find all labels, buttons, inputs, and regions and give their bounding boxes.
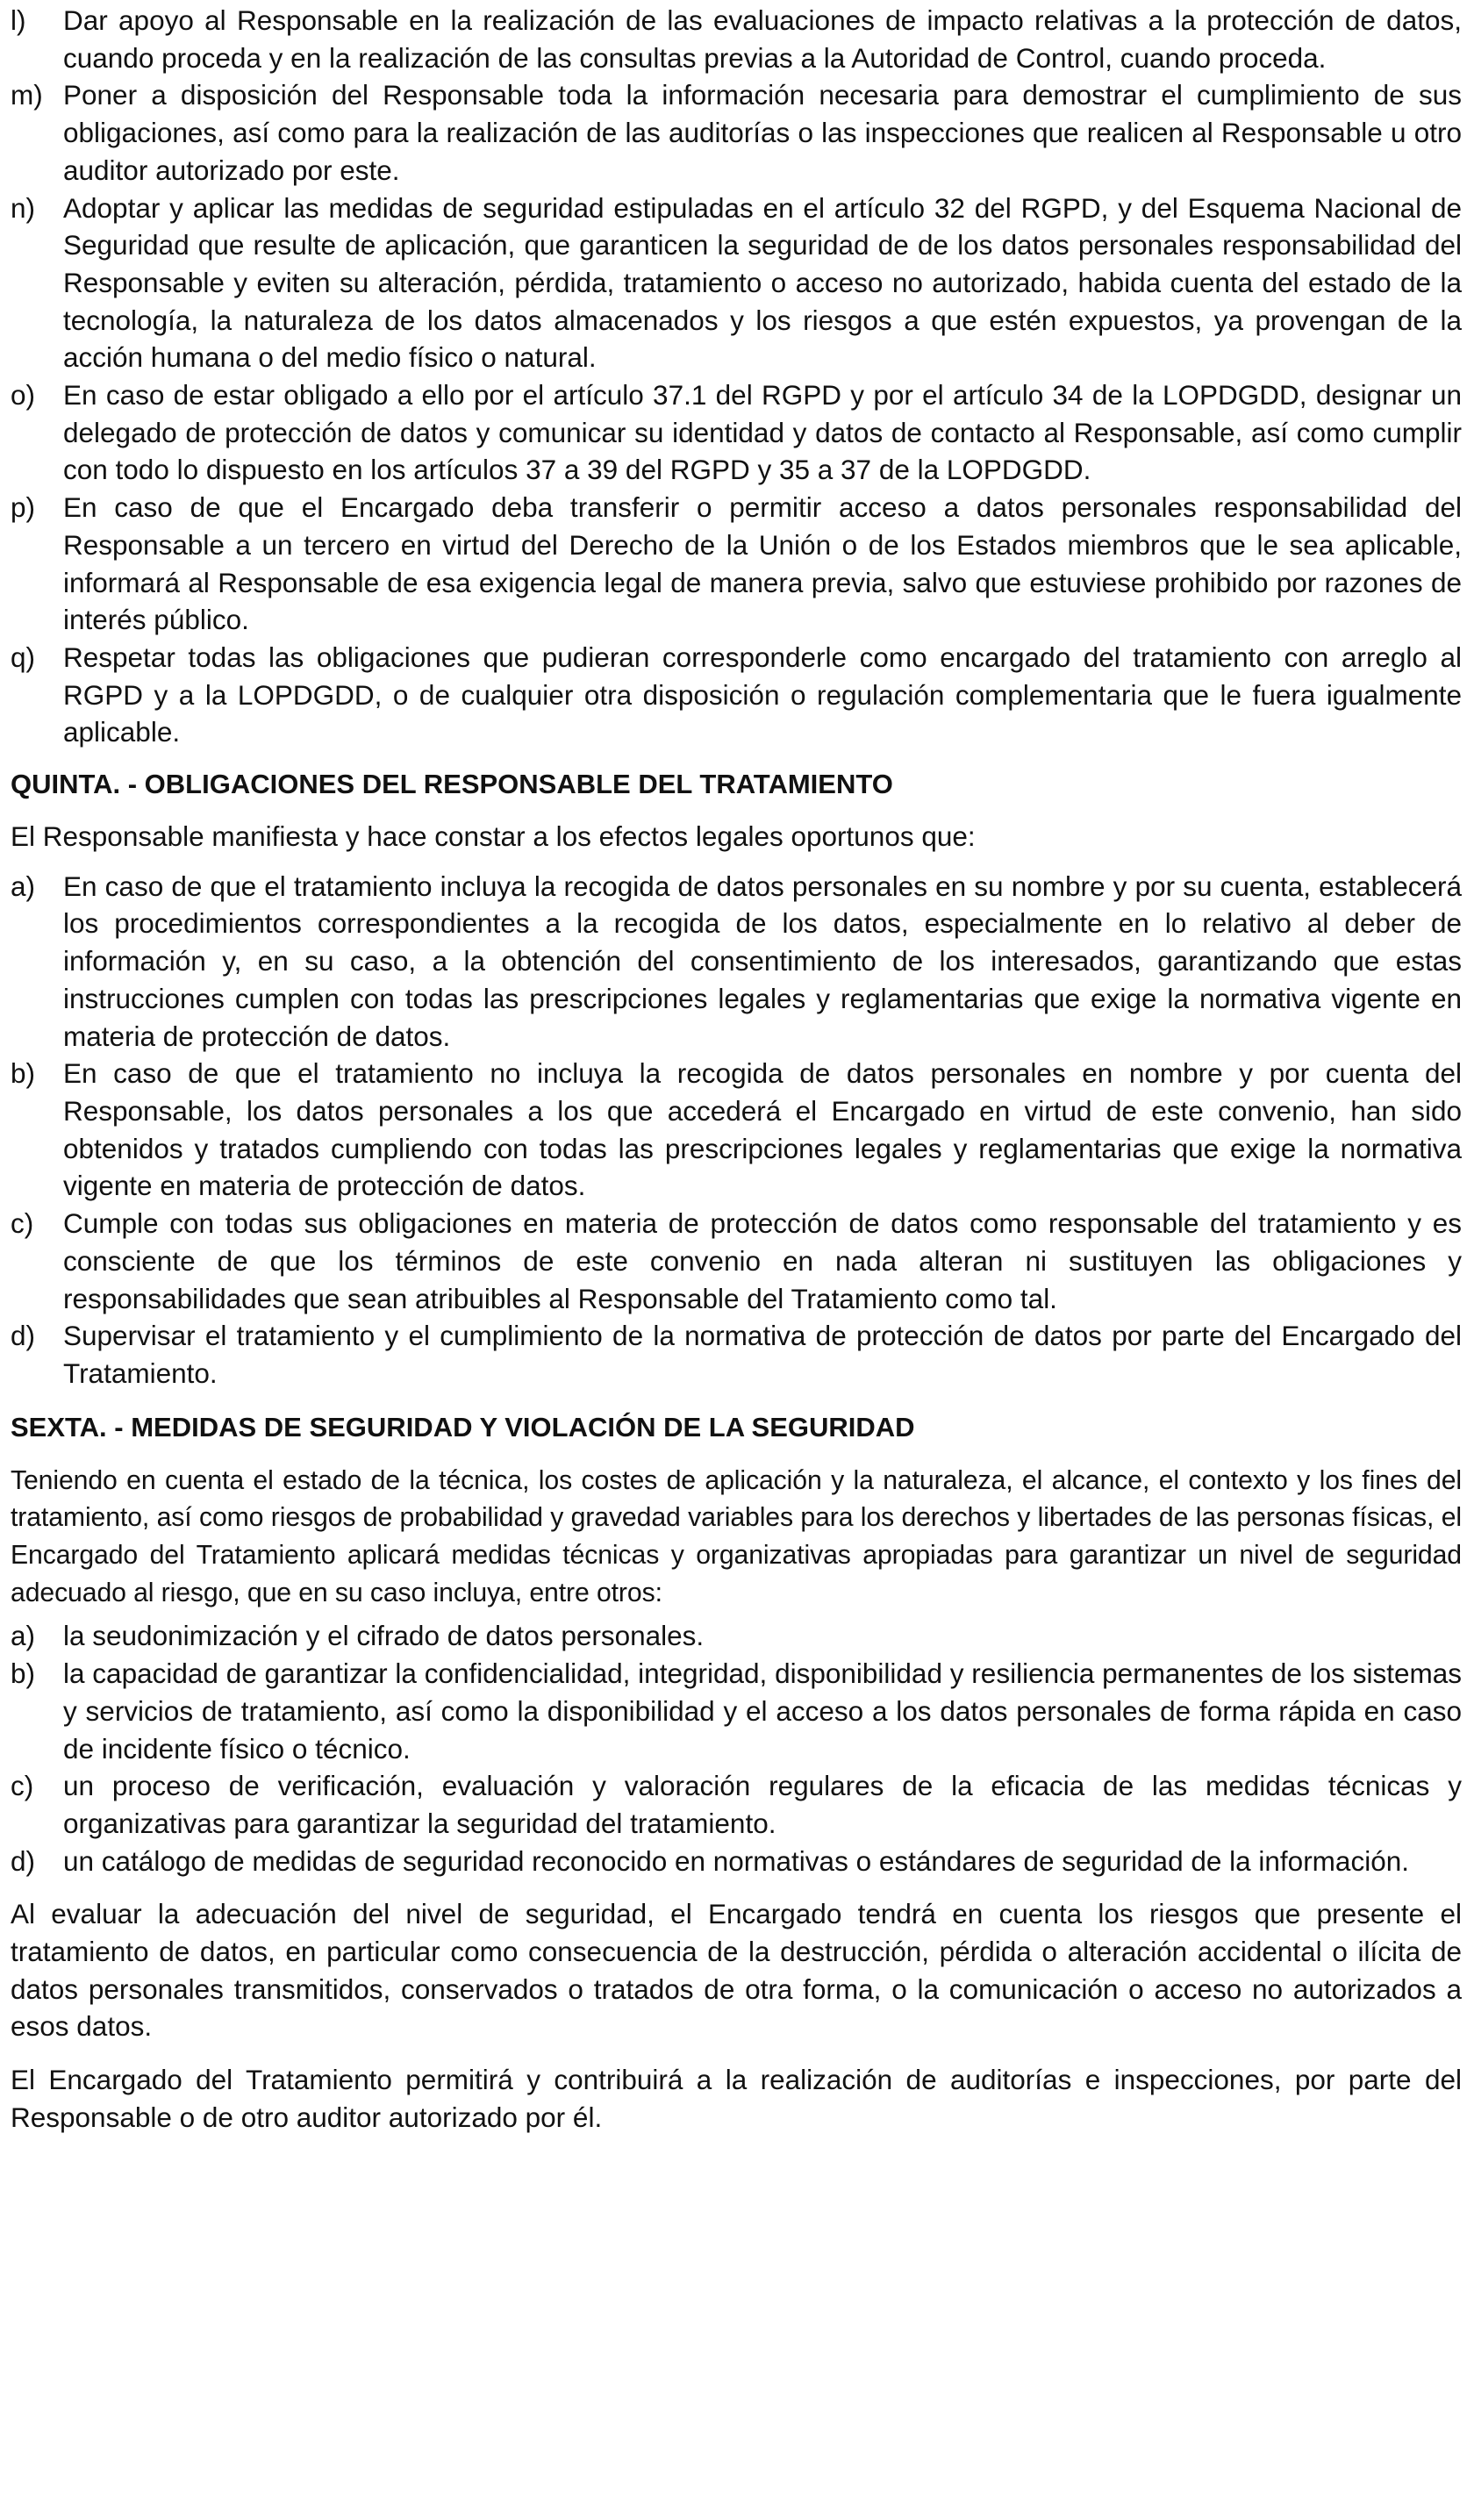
list-item-text: la seudonimización y el cifrado de datos personales.: [63, 1620, 705, 1652]
list-item-text: Cumple con todas sus obligaciones en materia de protección de datos como responsable del tratamiento y es consciente de que los términos de este convenio en nada alteran ni sustituyen las obligaciones y responsabilidades que sean atribuibles al Responsable del Tratamiento como tal.: [63, 1207, 1462, 1314]
section-heading-sexta: SEXTA. - MEDIDAS DE SEGURIDAD Y VIOLACIÓN DE LA SEGURIDAD: [11, 1411, 915, 1443]
quinta-obligations-list: [11, 868, 1462, 1392]
list-item-text: un proceso de verificación, evaluación y valoración regulares de la eficacia de las medidas técnicas y organizativas para garantizar la seguridad del tratamiento.: [63, 1770, 1462, 1839]
sexta-measures-list: [11, 1617, 1462, 1879]
section-intro-sexta: Teniendo en cuenta el estado de la técnica, los costes de aplicación y la naturaleza, el alcance, el contexto y los fines del tratamiento, así como riesgos de probabilidad y gravedad variables para los derechos y libertades de las personas físicas, el Encargado del Tratamiento aplicará medidas técnicas y organizativas apropiadas para garantizar un nivel de seguridad adecuado al riesgo, que en su caso incluya, entre otros:: [11, 1465, 1462, 1607]
list-item: [11, 1843, 1462, 1880]
list-item-label: c): [11, 1207, 34, 1240]
list-item-label: b): [11, 1057, 36, 1090]
list-item-text: En caso de que el tratamiento incluya la recogida de datos personales en su nombre y por su cuenta, establecerá los procedimientos correspondientes a la recogida de los datos, especialmente en lo relativo al deber de información y, en su caso, a la obtención del consentimiento de los interesados, garantizando que estas instrucciones cumplen con todas las prescripciones legales y reglamentarias que exige la normativa vigente en materia de protección de datos.: [63, 870, 1462, 1052]
list-item-text: Respetar todas las obligaciones que pudieran corresponderle como encargado del tratamiento con arreglo al RGPD y a la LOPDGDD, o de cualquier otra disposición o regulación complementaria que le fuera igualmente aplicable.: [63, 641, 1462, 748]
list-item-label: n): [11, 191, 36, 224]
list-item-label: a): [11, 870, 36, 902]
list-item: [11, 1655, 1462, 1767]
security-evaluation-paragraph: Al evaluar la adecuación del nivel de seguridad, el Encargado tendrá en cuenta los riesgos que presente el tratamiento de datos, en particular como consecuencia de la destrucción, pérdida o alteración accidental o ilícita de datos personales transmitidos, conservados o tratados de otra forma, o la comunicación o acceso no autorizados a esos datos.: [11, 1898, 1462, 2043]
list-item: [11, 1205, 1462, 1317]
list-item-label: l): [11, 4, 26, 36]
section-intro-quinta: El Responsable manifiesta y hace constar a los efectos legales oportunos que:: [11, 820, 976, 853]
list-item: [11, 190, 1462, 377]
list-item: [11, 868, 1462, 1056]
list-item-label: d): [11, 1320, 36, 1352]
list-item: [11, 376, 1462, 489]
list-item-text: Supervisar el tratamiento y el cumplimiento de la normativa de protección de datos por parte del Encargado del Tratamiento.: [63, 1320, 1462, 1389]
list-item-label: a): [11, 1620, 36, 1652]
list-item-text: un catálogo de medidas de seguridad reconocido en normativas o estándares de seguridad de la información.: [63, 1844, 1409, 1877]
cuarta-obligations-list: [11, 2, 1462, 751]
list-item-text: Poner a disposición del Responsable toda la información necesaria para demostrar el cumplimiento de sus obligaciones, así como para la realización de las auditorías o las inspecciones que realicen al Responsable u otro auditor autorizado por este.: [63, 79, 1462, 186]
list-item-label: o): [11, 379, 36, 412]
list-item-label: m): [11, 79, 43, 111]
list-item: [11, 76, 1462, 189]
document-page: [0, 2, 1465, 2137]
list-item-text: Adoptar y aplicar las medidas de seguridad estipuladas en el artículo 32 del RGPD, y del Esquema Nacional de Seguridad que resulte de aplicación, que garanticen la seguridad de de los datos personales responsabilidad del Responsable y eviten su alteración, pérdida, tratamiento o acceso no autorizado, habida cuenta del estado de la tecnología, la naturaleza de los datos almacenados y los riesgos a que estén expuestos, ya provengan de la acción humana o del medio físico o natural.: [63, 191, 1462, 374]
list-item: [11, 1767, 1462, 1842]
list-item-label: b): [11, 1657, 36, 1690]
list-item-label: d): [11, 1844, 36, 1877]
list-item-text: Dar apoyo al Responsable en la realización de las evaluaciones de impacto relativas a la protección de datos, cuando proceda y en la realización de las consultas previas a la Autoridad de Control, cuando proceda.: [63, 4, 1462, 74]
list-item: [11, 1617, 1462, 1655]
list-item-text: En caso de estar obligado a ello por el artículo 37.1 del RGPD y por el artículo 34 de la LOPDGDD, designar un delegado de protección de datos y comunicar su identidad y datos de contacto al Responsable, así como cumplir con todo lo dispuesto en los artículos 37 a 39 del RGPD y 35 a 37 de la LOPDGDD.: [63, 379, 1462, 486]
list-item: [11, 2, 1462, 76]
list-item-text: En caso de que el Encargado deba transferir o permitir acceso a datos personales responsabilidad del Responsable a un tercero en virtud del Derecho de la Unión o de los Estados miembros que le sea aplicable, informará al Responsable de esa exigencia legal de manera previa, salvo que estuviese prohibido por razones de interés público.: [63, 491, 1462, 636]
list-item: [11, 639, 1462, 751]
list-item-text: la capacidad de garantizar la confidencialidad, integridad, disponibilidad y resiliencia permanentes de los sistemas y servicios de tratamiento, así como la disponibilidad y el acceso a los datos personales de forma rápida en caso de incidente físico o técnico.: [63, 1657, 1462, 1765]
section-heading-quinta: QUINTA. - OBLIGACIONES DEL RESPONSABLE DEL TRATAMIENTO: [11, 769, 893, 800]
list-item: [11, 1055, 1462, 1205]
list-item-label: q): [11, 641, 36, 673]
list-item: [11, 1317, 1462, 1392]
list-item: [11, 489, 1462, 639]
audit-paragraph: El Encargado del Tratamiento permitirá y contribuirá a la realización de auditorías e inspecciones, por parte del Responsable o de otro auditor autorizado por él.: [11, 2064, 1462, 2133]
list-item-label: c): [11, 1770, 34, 1802]
list-item-label: p): [11, 491, 36, 524]
list-item-text: En caso de que el tratamiento no incluya la recogida de datos personales en nombre y por cuenta del Responsable, los datos personales a los que accederá el Encargado en virtud de este convenio, han sido obtenidos y tratados cumpliendo con todas las prescripciones legales y reglamentarias que exige la normativa vigente en materia de protección de datos.: [63, 1057, 1462, 1202]
